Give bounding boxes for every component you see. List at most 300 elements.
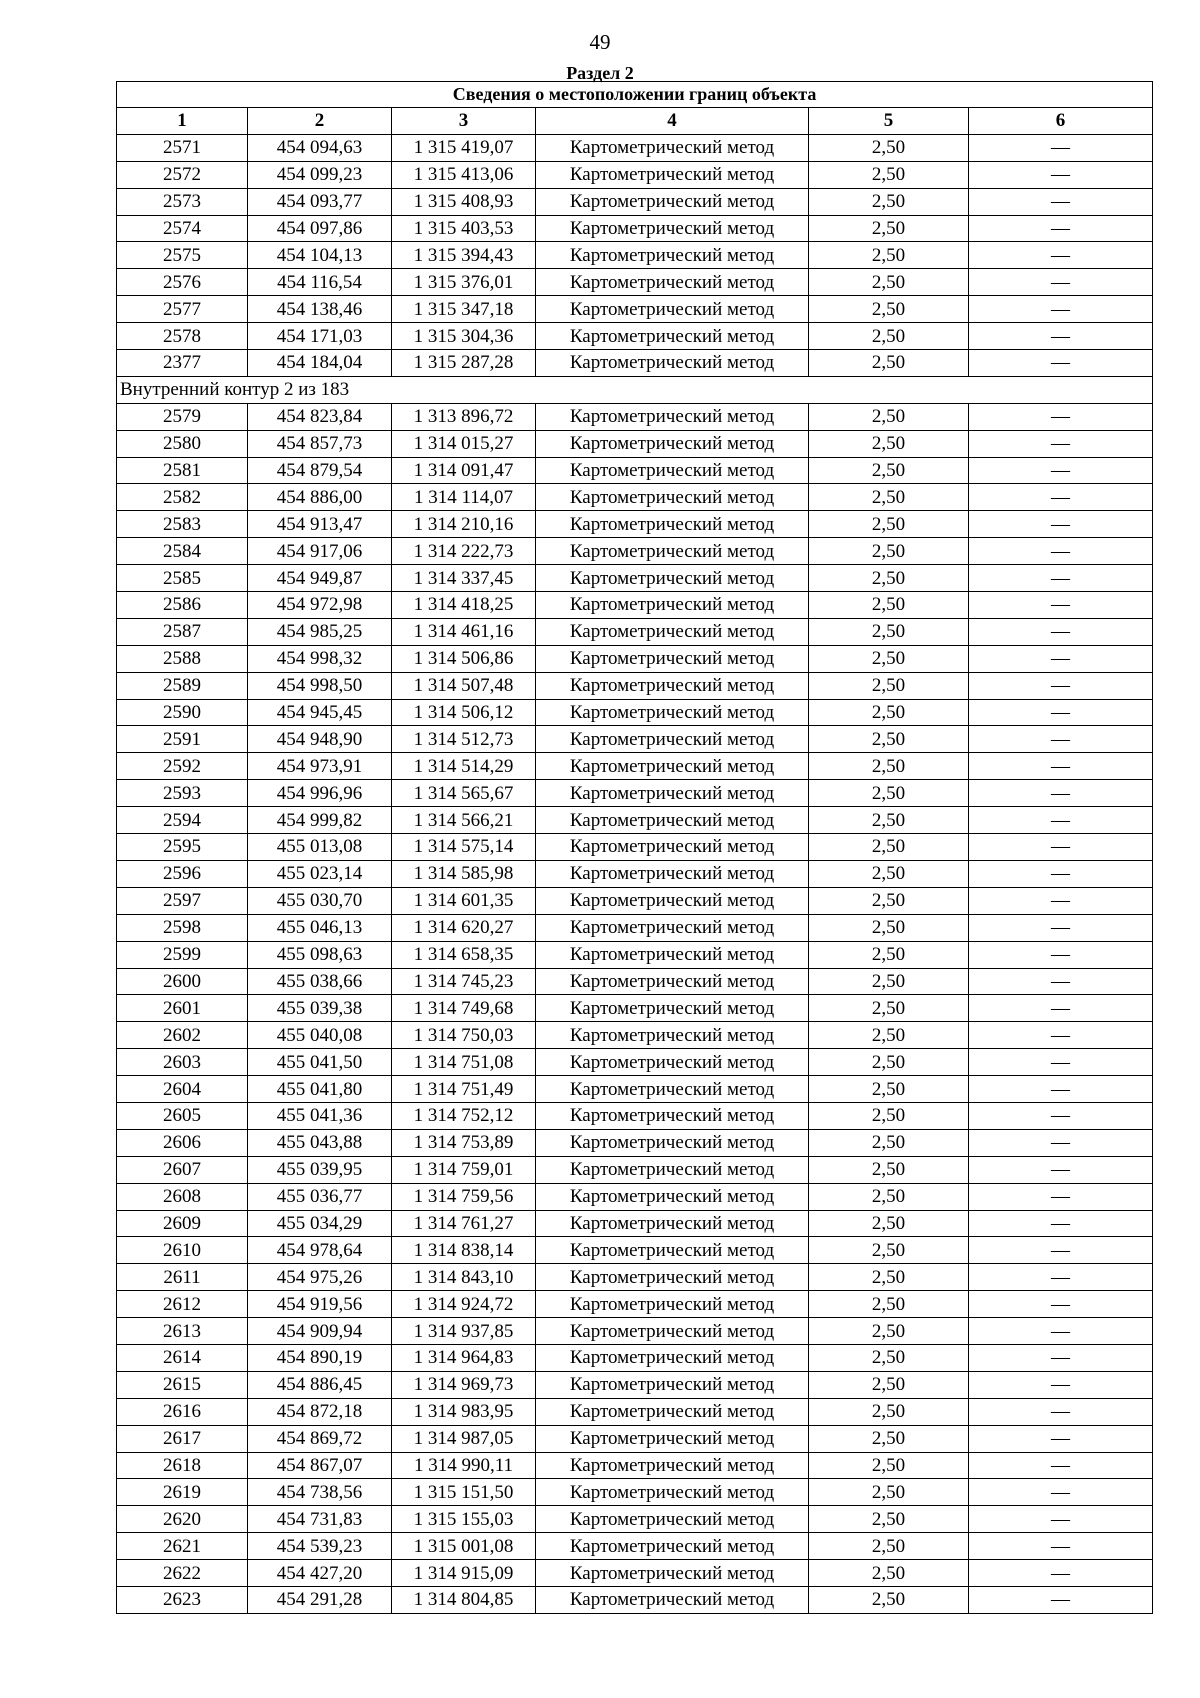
table-row <box>117 1318 1153 1345</box>
point-number-cell: 2601 <box>117 995 248 1022</box>
description-cell: — <box>969 188 1153 215</box>
description-cell: — <box>969 1560 1153 1587</box>
accuracy-cell: 2,50 <box>809 565 969 592</box>
method-cell: Картометрический метод <box>536 215 809 242</box>
method-cell: Картометрический метод <box>536 323 809 350</box>
accuracy-cell: 2,50 <box>809 1291 969 1318</box>
y-coordinate-cell: 1 314 506,86 <box>392 645 536 672</box>
accuracy-cell: 2,50 <box>809 511 969 538</box>
y-coordinate-cell: 1 314 969,73 <box>392 1371 536 1398</box>
method-cell: Картометрический метод <box>536 1102 809 1129</box>
method-cell: Картометрический метод <box>536 1022 809 1049</box>
point-number-cell: 2587 <box>117 618 248 645</box>
table-row <box>117 914 1153 941</box>
method-cell: Картометрический метод <box>536 941 809 968</box>
accuracy-cell: 2,50 <box>809 645 969 672</box>
column-header: 5 <box>809 108 969 135</box>
table-row <box>117 1076 1153 1103</box>
contour-row <box>117 376 1153 403</box>
description-cell: — <box>969 1318 1153 1345</box>
y-coordinate-cell: 1 315 151,50 <box>392 1479 536 1506</box>
x-coordinate-cell: 454 094,63 <box>248 134 392 161</box>
x-coordinate-cell: 455 023,14 <box>248 860 392 887</box>
y-coordinate-cell: 1 314 753,89 <box>392 1129 536 1156</box>
y-coordinate-cell: 1 314 514,29 <box>392 753 536 780</box>
method-cell: Картометрический метод <box>536 134 809 161</box>
description-cell: — <box>969 914 1153 941</box>
y-coordinate-cell: 1 315 304,36 <box>392 323 536 350</box>
method-cell: Картометрический метод <box>536 1425 809 1452</box>
accuracy-cell: 2,50 <box>809 430 969 457</box>
method-cell: Картометрический метод <box>536 753 809 780</box>
description-cell: — <box>969 807 1153 834</box>
description-cell: — <box>969 457 1153 484</box>
table-row <box>117 941 1153 968</box>
description-cell: — <box>969 484 1153 511</box>
point-number-cell: 2609 <box>117 1210 248 1237</box>
description-cell: — <box>969 296 1153 323</box>
table-row <box>117 1237 1153 1264</box>
point-number-cell: 2575 <box>117 242 248 269</box>
accuracy-cell: 2,50 <box>809 618 969 645</box>
x-coordinate-cell: 454 985,25 <box>248 618 392 645</box>
description-cell: — <box>969 1291 1153 1318</box>
method-cell: Картометрический метод <box>536 1156 809 1183</box>
y-coordinate-cell: 1 314 601,35 <box>392 887 536 914</box>
accuracy-cell: 2,50 <box>809 1533 969 1560</box>
x-coordinate-cell: 454 913,47 <box>248 511 392 538</box>
point-number-cell: 2588 <box>117 645 248 672</box>
x-coordinate-cell: 455 041,80 <box>248 1076 392 1103</box>
y-coordinate-cell: 1 314 838,14 <box>392 1237 536 1264</box>
y-coordinate-cell: 1 314 210,16 <box>392 511 536 538</box>
table-row <box>117 1344 1153 1371</box>
description-cell: — <box>969 592 1153 619</box>
table-row <box>117 726 1153 753</box>
x-coordinate-cell: 454 138,46 <box>248 296 392 323</box>
x-coordinate-cell: 454 975,26 <box>248 1264 392 1291</box>
description-cell: — <box>969 1425 1153 1452</box>
x-coordinate-cell: 454 731,83 <box>248 1506 392 1533</box>
method-cell: Картометрический метод <box>536 726 809 753</box>
accuracy-cell: 2,50 <box>809 887 969 914</box>
description-cell: — <box>969 699 1153 726</box>
accuracy-cell: 2,50 <box>809 269 969 296</box>
accuracy-cell: 2,50 <box>809 1560 969 1587</box>
table-row <box>117 1049 1153 1076</box>
x-coordinate-cell: 455 038,66 <box>248 968 392 995</box>
accuracy-cell: 2,50 <box>809 1237 969 1264</box>
y-coordinate-cell: 1 314 512,73 <box>392 726 536 753</box>
description-cell: — <box>969 350 1153 377</box>
table-row <box>117 1291 1153 1318</box>
method-cell: Картометрический метод <box>536 1318 809 1345</box>
x-coordinate-cell: 454 867,07 <box>248 1452 392 1479</box>
x-coordinate-cell: 455 036,77 <box>248 1183 392 1210</box>
x-coordinate-cell: 454 998,32 <box>248 645 392 672</box>
method-cell: Картометрический метод <box>536 484 809 511</box>
table-row <box>117 995 1153 1022</box>
y-coordinate-cell: 1 314 658,35 <box>392 941 536 968</box>
accuracy-cell: 2,50 <box>809 1049 969 1076</box>
description-cell: — <box>969 1183 1153 1210</box>
accuracy-cell: 2,50 <box>809 1398 969 1425</box>
y-coordinate-cell: 1 314 565,67 <box>392 780 536 807</box>
method-cell: Картометрический метод <box>536 457 809 484</box>
accuracy-cell: 2,50 <box>809 592 969 619</box>
accuracy-cell: 2,50 <box>809 538 969 565</box>
point-number-cell: 2618 <box>117 1452 248 1479</box>
method-cell: Картометрический метод <box>536 780 809 807</box>
point-number-cell: 2616 <box>117 1398 248 1425</box>
table-row <box>117 1560 1153 1587</box>
method-cell: Картометрический метод <box>536 1237 809 1264</box>
description-cell: — <box>969 887 1153 914</box>
description-cell: — <box>969 1076 1153 1103</box>
description-cell: — <box>969 1049 1153 1076</box>
accuracy-cell: 2,50 <box>809 1506 969 1533</box>
method-cell: Картометрический метод <box>536 834 809 861</box>
y-coordinate-cell: 1 314 751,08 <box>392 1049 536 1076</box>
accuracy-cell: 2,50 <box>809 215 969 242</box>
y-coordinate-cell: 1 314 752,12 <box>392 1102 536 1129</box>
table-row <box>117 484 1153 511</box>
x-coordinate-cell: 454 099,23 <box>248 161 392 188</box>
accuracy-cell: 2,50 <box>809 1318 969 1345</box>
accuracy-cell: 2,50 <box>809 457 969 484</box>
accuracy-cell: 2,50 <box>809 1371 969 1398</box>
description-cell: — <box>969 1102 1153 1129</box>
method-cell: Картометрический метод <box>536 1586 809 1613</box>
description-cell: — <box>969 860 1153 887</box>
point-number-cell: 2595 <box>117 834 248 861</box>
x-coordinate-cell: 454 427,20 <box>248 1560 392 1587</box>
y-coordinate-cell: 1 314 015,27 <box>392 430 536 457</box>
column-header: 3 <box>392 108 536 135</box>
accuracy-cell: 2,50 <box>809 1479 969 1506</box>
y-coordinate-cell: 1 314 750,03 <box>392 1022 536 1049</box>
table-row <box>117 1102 1153 1129</box>
table-row <box>117 1479 1153 1506</box>
description-cell: — <box>969 1129 1153 1156</box>
table-row <box>117 1022 1153 1049</box>
y-coordinate-cell: 1 315 001,08 <box>392 1533 536 1560</box>
table-row <box>117 242 1153 269</box>
table-row <box>117 511 1153 538</box>
method-cell: Картометрический метод <box>536 914 809 941</box>
description-cell: — <box>969 430 1153 457</box>
description-cell: — <box>969 242 1153 269</box>
description-cell: — <box>969 134 1153 161</box>
x-coordinate-cell: 455 013,08 <box>248 834 392 861</box>
y-coordinate-cell: 1 314 751,49 <box>392 1076 536 1103</box>
method-cell: Картометрический метод <box>536 1291 809 1318</box>
table-row <box>117 780 1153 807</box>
method-cell: Картометрический метод <box>536 968 809 995</box>
point-number-cell: 2610 <box>117 1237 248 1264</box>
point-number-cell: 2580 <box>117 430 248 457</box>
x-coordinate-cell: 454 291,28 <box>248 1586 392 1613</box>
point-number-cell: 2613 <box>117 1318 248 1345</box>
x-coordinate-cell: 454 978,64 <box>248 1237 392 1264</box>
point-number-cell: 2590 <box>117 699 248 726</box>
point-number-cell: 2605 <box>117 1102 248 1129</box>
method-cell: Картометрический метод <box>536 887 809 914</box>
x-coordinate-cell: 454 823,84 <box>248 403 392 430</box>
method-cell: Картометрический метод <box>536 511 809 538</box>
description-cell: — <box>969 1371 1153 1398</box>
x-coordinate-cell: 454 116,54 <box>248 269 392 296</box>
table-row <box>117 403 1153 430</box>
accuracy-cell: 2,50 <box>809 296 969 323</box>
x-coordinate-cell: 455 039,38 <box>248 995 392 1022</box>
y-coordinate-cell: 1 314 761,27 <box>392 1210 536 1237</box>
accuracy-cell: 2,50 <box>809 403 969 430</box>
method-cell: Картометрический метод <box>536 1452 809 1479</box>
description-cell: — <box>969 1533 1153 1560</box>
table-row <box>117 887 1153 914</box>
table-row <box>117 1264 1153 1291</box>
method-cell: Картометрический метод <box>536 1398 809 1425</box>
y-coordinate-cell: 1 314 507,48 <box>392 672 536 699</box>
x-coordinate-cell: 454 184,04 <box>248 350 392 377</box>
y-coordinate-cell: 1 315 287,28 <box>392 350 536 377</box>
x-coordinate-cell: 454 879,54 <box>248 457 392 484</box>
point-number-cell: 2589 <box>117 672 248 699</box>
point-number-cell: 2620 <box>117 1506 248 1533</box>
x-coordinate-cell: 454 872,18 <box>248 1398 392 1425</box>
method-cell: Картометрический метод <box>536 188 809 215</box>
method-cell: Картометрический метод <box>536 1371 809 1398</box>
method-cell: Картометрический метод <box>536 618 809 645</box>
table-row <box>117 1183 1153 1210</box>
x-coordinate-cell: 454 972,98 <box>248 592 392 619</box>
method-cell: Картометрический метод <box>536 350 809 377</box>
description-cell: — <box>969 565 1153 592</box>
point-number-cell: 2600 <box>117 968 248 995</box>
accuracy-cell: 2,50 <box>809 1183 969 1210</box>
y-coordinate-cell: 1 314 749,68 <box>392 995 536 1022</box>
table-body <box>117 134 1153 1613</box>
method-cell: Картометрический метод <box>536 672 809 699</box>
accuracy-cell: 2,50 <box>809 1425 969 1452</box>
y-coordinate-cell: 1 314 759,56 <box>392 1183 536 1210</box>
accuracy-cell: 2,50 <box>809 1156 969 1183</box>
point-number-cell: 2594 <box>117 807 248 834</box>
table-row <box>117 645 1153 672</box>
x-coordinate-cell: 454 949,87 <box>248 565 392 592</box>
table-row <box>117 1452 1153 1479</box>
table-row <box>117 753 1153 780</box>
x-coordinate-cell: 455 039,95 <box>248 1156 392 1183</box>
y-coordinate-cell: 1 314 759,01 <box>392 1156 536 1183</box>
description-cell: — <box>969 672 1153 699</box>
point-number-cell: 2623 <box>117 1586 248 1613</box>
accuracy-cell: 2,50 <box>809 860 969 887</box>
point-number-cell: 2602 <box>117 1022 248 1049</box>
table-row <box>117 350 1153 377</box>
point-number-cell: 2586 <box>117 592 248 619</box>
point-number-cell: 2576 <box>117 269 248 296</box>
table-row <box>117 457 1153 484</box>
point-number-cell: 2607 <box>117 1156 248 1183</box>
accuracy-cell: 2,50 <box>809 188 969 215</box>
point-number-cell: 2619 <box>117 1479 248 1506</box>
x-coordinate-cell: 454 948,90 <box>248 726 392 753</box>
accuracy-cell: 2,50 <box>809 1022 969 1049</box>
table-row <box>117 1533 1153 1560</box>
description-cell: — <box>969 753 1153 780</box>
x-coordinate-cell: 454 973,91 <box>248 753 392 780</box>
table-row <box>117 430 1153 457</box>
table-row <box>117 1425 1153 1452</box>
point-number-cell: 2599 <box>117 941 248 968</box>
y-coordinate-cell: 1 315 403,53 <box>392 215 536 242</box>
table-row <box>117 134 1153 161</box>
description-cell: — <box>969 538 1153 565</box>
column-header: 6 <box>969 108 1153 135</box>
y-coordinate-cell: 1 314 585,98 <box>392 860 536 887</box>
table-row <box>117 1506 1153 1533</box>
description-cell: — <box>969 1022 1153 1049</box>
y-coordinate-cell: 1 315 408,93 <box>392 188 536 215</box>
accuracy-cell: 2,50 <box>809 834 969 861</box>
y-coordinate-cell: 1 314 964,83 <box>392 1344 536 1371</box>
method-cell: Картометрический метод <box>536 592 809 619</box>
y-coordinate-cell: 1 314 987,05 <box>392 1425 536 1452</box>
y-coordinate-cell: 1 314 620,27 <box>392 914 536 941</box>
y-coordinate-cell: 1 314 843,10 <box>392 1264 536 1291</box>
x-coordinate-cell: 454 999,82 <box>248 807 392 834</box>
description-cell: — <box>969 941 1153 968</box>
method-cell: Картометрический метод <box>536 1129 809 1156</box>
point-number-cell: 2592 <box>117 753 248 780</box>
y-coordinate-cell: 1 314 575,14 <box>392 834 536 861</box>
column-header: 2 <box>248 108 392 135</box>
point-number-cell: 2622 <box>117 1560 248 1587</box>
accuracy-cell: 2,50 <box>809 1264 969 1291</box>
accuracy-cell: 2,50 <box>809 807 969 834</box>
y-coordinate-cell: 1 314 461,16 <box>392 618 536 645</box>
description-cell: — <box>969 403 1153 430</box>
point-number-cell: 2578 <box>117 323 248 350</box>
y-coordinate-cell: 1 314 983,95 <box>392 1398 536 1425</box>
x-coordinate-cell: 454 738,56 <box>248 1479 392 1506</box>
method-cell: Картометрический метод <box>536 161 809 188</box>
y-coordinate-cell: 1 314 990,11 <box>392 1452 536 1479</box>
x-coordinate-cell: 454 917,06 <box>248 538 392 565</box>
x-coordinate-cell: 455 034,29 <box>248 1210 392 1237</box>
point-number-cell: 2598 <box>117 914 248 941</box>
method-cell: Картометрический метод <box>536 699 809 726</box>
point-number-cell: 2596 <box>117 860 248 887</box>
y-coordinate-cell: 1 314 114,07 <box>392 484 536 511</box>
point-number-cell: 2621 <box>117 1533 248 1560</box>
method-cell: Картометрический метод <box>536 645 809 672</box>
method-cell: Картометрический метод <box>536 1076 809 1103</box>
method-cell: Картометрический метод <box>536 565 809 592</box>
accuracy-cell: 2,50 <box>809 1129 969 1156</box>
method-cell: Картометрический метод <box>536 1210 809 1237</box>
table-caption-row <box>117 82 1153 108</box>
table-row <box>117 565 1153 592</box>
point-number-cell: 2606 <box>117 1129 248 1156</box>
y-coordinate-cell: 1 315 155,03 <box>392 1506 536 1533</box>
table-row <box>117 860 1153 887</box>
x-coordinate-cell: 454 857,73 <box>248 430 392 457</box>
accuracy-cell: 2,50 <box>809 1344 969 1371</box>
method-cell: Картометрический метод <box>536 296 809 323</box>
contour-label: Внутренний контур 2 из 183 <box>117 376 1153 403</box>
point-number-cell: 2572 <box>117 161 248 188</box>
point-number-cell: 2603 <box>117 1049 248 1076</box>
description-cell: — <box>969 618 1153 645</box>
table-row <box>117 807 1153 834</box>
column-header: 4 <box>536 108 809 135</box>
accuracy-cell: 2,50 <box>809 753 969 780</box>
x-coordinate-cell: 454 104,13 <box>248 242 392 269</box>
x-coordinate-cell: 455 043,88 <box>248 1129 392 1156</box>
point-number-cell: 2585 <box>117 565 248 592</box>
accuracy-cell: 2,50 <box>809 968 969 995</box>
table-row <box>117 1210 1153 1237</box>
point-number-cell: 2584 <box>117 538 248 565</box>
table-row <box>117 618 1153 645</box>
description-cell: — <box>969 215 1153 242</box>
point-number-cell: 2577 <box>117 296 248 323</box>
point-number-cell: 2571 <box>117 134 248 161</box>
point-number-cell: 2593 <box>117 780 248 807</box>
table-row <box>117 834 1153 861</box>
description-cell: — <box>969 511 1153 538</box>
table-row <box>117 592 1153 619</box>
table-row <box>117 968 1153 995</box>
point-number-cell: 2579 <box>117 403 248 430</box>
y-coordinate-cell: 1 314 506,12 <box>392 699 536 726</box>
table-row <box>117 1586 1153 1613</box>
x-coordinate-cell: 455 040,08 <box>248 1022 392 1049</box>
description-cell: — <box>969 780 1153 807</box>
x-coordinate-cell: 454 998,50 <box>248 672 392 699</box>
x-coordinate-cell: 454 909,94 <box>248 1318 392 1345</box>
table-row <box>117 1398 1153 1425</box>
description-cell: — <box>969 1479 1153 1506</box>
description-cell: — <box>969 1156 1153 1183</box>
method-cell: Картометрический метод <box>536 269 809 296</box>
section-title: Раздел 2 <box>566 63 634 83</box>
point-number-cell: 2611 <box>117 1264 248 1291</box>
table-row <box>117 269 1153 296</box>
point-number-cell: 2608 <box>117 1183 248 1210</box>
x-coordinate-cell: 454 093,77 <box>248 188 392 215</box>
table-row <box>117 161 1153 188</box>
accuracy-cell: 2,50 <box>809 323 969 350</box>
description-cell: — <box>969 645 1153 672</box>
column-header: 1 <box>117 108 248 135</box>
y-coordinate-cell: 1 313 896,72 <box>392 403 536 430</box>
description-cell: — <box>969 1237 1153 1264</box>
x-coordinate-cell: 455 030,70 <box>248 887 392 914</box>
description-cell: — <box>969 726 1153 753</box>
method-cell: Картометрический метод <box>536 1560 809 1587</box>
table-row <box>117 323 1153 350</box>
x-coordinate-cell: 454 171,03 <box>248 323 392 350</box>
point-number-cell: 2612 <box>117 1291 248 1318</box>
x-coordinate-cell: 454 886,45 <box>248 1371 392 1398</box>
method-cell: Картометрический метод <box>536 403 809 430</box>
x-coordinate-cell: 454 996,96 <box>248 780 392 807</box>
description-cell: — <box>969 323 1153 350</box>
